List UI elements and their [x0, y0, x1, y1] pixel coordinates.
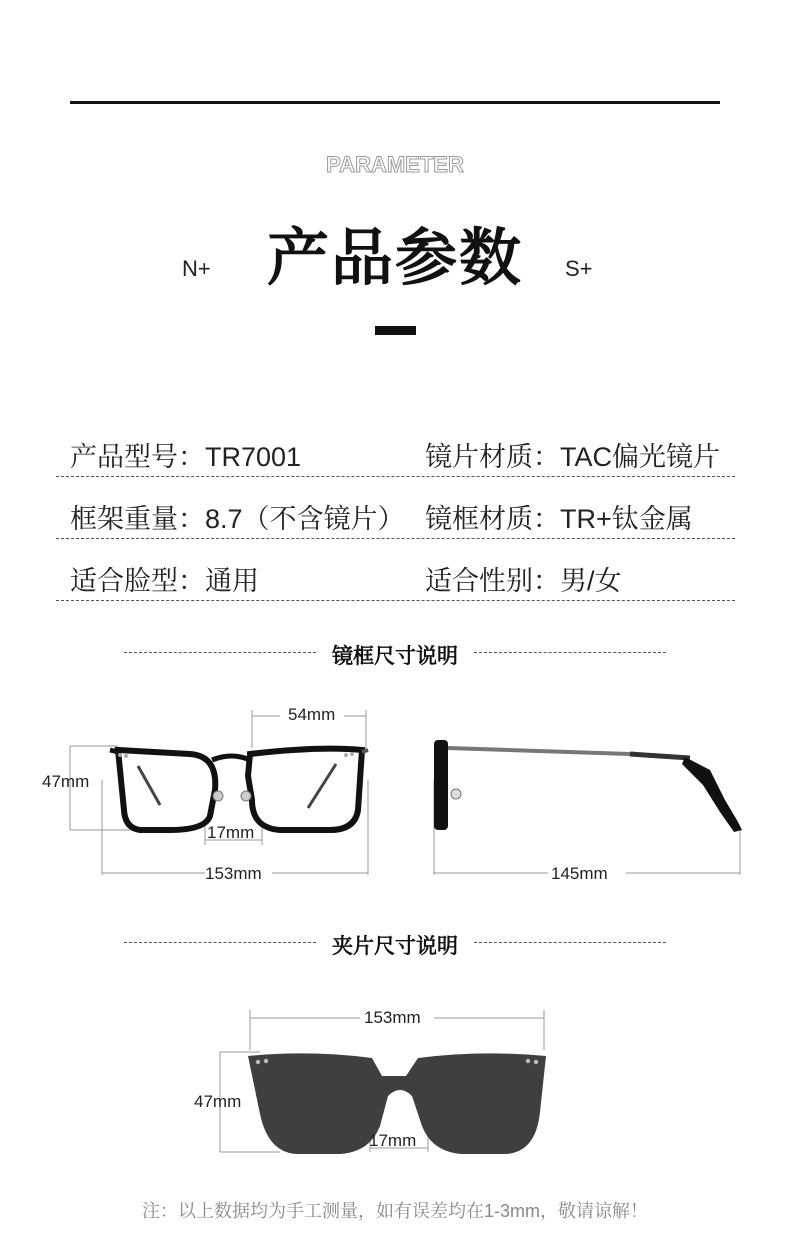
frame-size-heading	[124, 640, 666, 668]
clip-height-label: 47mm	[194, 1092, 242, 1111]
front-view-diagram	[40, 700, 380, 890]
glasses-front-icon	[110, 749, 368, 830]
clip-width-label: 153mm	[364, 1008, 421, 1027]
english-title: PARAMETER	[326, 152, 464, 177]
param-row	[56, 483, 735, 539]
param-row	[56, 421, 735, 477]
clip-size-heading	[124, 930, 666, 958]
north-mark: N+	[182, 256, 211, 281]
page-title: 产品参数	[266, 221, 523, 294]
param-row	[56, 545, 735, 601]
param-lens-material: 镜片材质：TAC偏光镜片	[425, 442, 720, 472]
clip-size-title: 夹片尺寸说明	[324, 935, 466, 958]
bridge-label: 17mm	[207, 823, 255, 842]
param-model: 产品型号：TR7001	[70, 442, 302, 472]
temple-length-label: 145mm	[551, 864, 608, 883]
param-face-shape: 适合脸型：通用	[70, 566, 259, 596]
top-rule	[70, 101, 720, 104]
lens-height-label: 47mm	[42, 772, 90, 791]
param-weight: 框架重量：8.7（不含镜片）	[70, 504, 405, 534]
lens-width-label: 54mm	[288, 705, 336, 724]
title-underline	[375, 326, 416, 335]
clip-bridge-label: 17mm	[369, 1131, 417, 1150]
glasses-side-icon	[434, 740, 742, 832]
param-gender: 适合性别：男/女	[425, 566, 622, 596]
south-mark: S+	[565, 256, 593, 281]
param-frame-material: 镜框材质：TR+钛金属	[425, 504, 693, 534]
total-width-label: 153mm	[205, 864, 262, 883]
frame-size-title: 镜框尺寸说明	[324, 645, 466, 668]
measurement-note: 注：以上数据均为手工测量，如有误差均在1-3mm，敬请谅解！	[141, 1201, 648, 1221]
